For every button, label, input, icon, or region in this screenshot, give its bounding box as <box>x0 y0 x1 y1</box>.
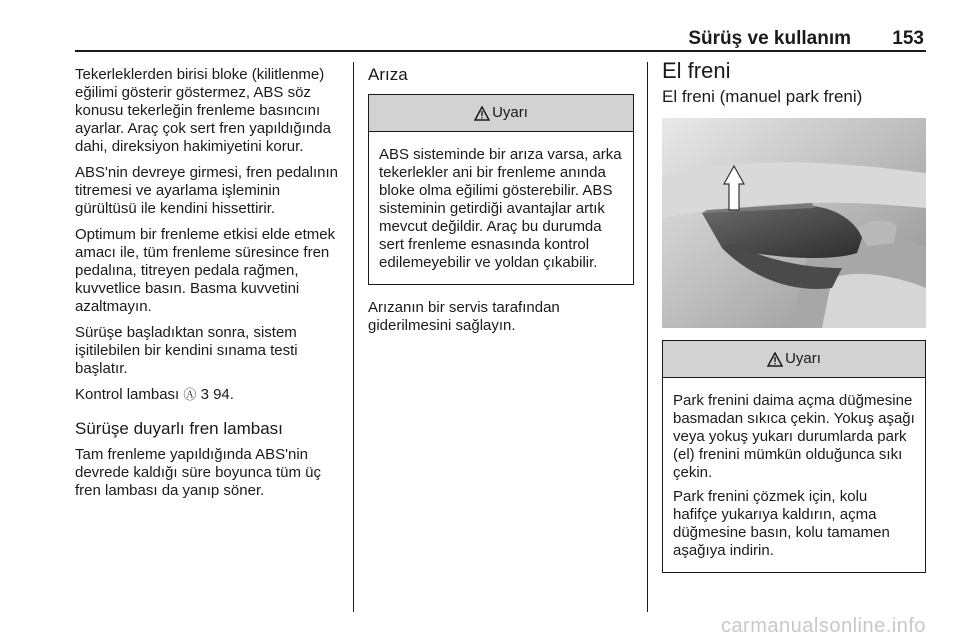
warning-header <box>369 95 633 132</box>
warning-box-abs-fault <box>368 94 634 285</box>
subheading-manual-parking-brake: El freni (manuel park freni) <box>662 87 863 106</box>
warning-text-pull: Park frenini daima açma düğmesine basmadan sıkıca çekin. Yokuş aşağı veya yokuş yukarı durumlarda park (el) frenini mümkün olduğunca sıkı çekin. <box>673 392 915 481</box>
warning-text-release: Park frenini çözmek için, kolu hafifçe yukarıya kaldırın, açma düğmesine basın, kolu tamamen aşağıya indirin. <box>673 488 890 559</box>
paragraph-service: Arızanın bir servis tarafından giderilmesini sağlayın. <box>368 299 560 334</box>
warning-triangle-icon <box>474 106 490 121</box>
warning-title: Uyarı <box>785 350 821 367</box>
handbrake-illustration <box>662 118 926 328</box>
paragraph-brake-light: Tam frenleme yapıldığında ABS'nin devrede kaldığı süre boyunca tüm üç fren lambası da yanıp söner. <box>75 446 321 499</box>
column-2 <box>368 66 634 343</box>
page-number: 153 <box>892 28 924 49</box>
control-lamp-label: Kontrol lambası <box>75 386 180 403</box>
heading-handbrake: El freni <box>662 58 731 83</box>
heading-brake-light: Sürüşe duyarlı fren lambası <box>75 419 283 438</box>
paragraph-abs-braking: Optimum bir frenleme etkisi elde etmek amacı ile, tüm frenleme süresince fren pedalına, titreyen pedala rağmen, kuvvetlice basın. Basma kuvvetini azaltmayın. <box>75 226 336 315</box>
handbrake-lever-photo <box>662 118 926 328</box>
column-3 <box>662 58 926 573</box>
paragraph-abs-function: Tekerleklerden birisi bloke (kilitlenme) eğilimi gösterir göstermez, ABS söz konusu tekerleğin frenleme basıncını ayarlar. Araç çok sert fren yapıldığında dahi, direksiyon hakimiyetini korur. <box>75 66 331 155</box>
paragraph-control-lamp <box>75 386 345 404</box>
page-header <box>75 28 926 52</box>
warning-triangle-icon <box>767 352 783 367</box>
heading-fault: Arıza <box>368 65 408 84</box>
watermark: carmanualsonline.info <box>720 615 926 637</box>
warning-box-handbrake <box>662 340 926 573</box>
paragraph-abs-feedback: ABS'nin devreye girmesi, fren pedalının titremesi ve ayarlama işleminin gürültüsü ile kendini hissettirir. <box>75 164 339 217</box>
warning-body <box>369 132 633 284</box>
warning-title: Uyarı <box>492 104 528 121</box>
paragraph-self-test: Sürüşe başladıktan sonra, sistem işitilebilen bir kendini sınama testi başlatır. <box>75 324 298 377</box>
warning-header <box>663 341 925 378</box>
column-divider-2 <box>647 62 648 612</box>
warning-text: ABS sisteminde bir arıza varsa, arka tekerlekler ani bir frenleme anında bloke olma eğilimi gösterebilir. ABS sisteminin getirdiği avantajlar artık mevcut değildir. Araç bu durumda sert frenleme esnasında kontrol edilemeyebilir ve yoldan çıkabilir. <box>379 146 622 271</box>
warning-body <box>663 378 925 572</box>
abs-warning-light-icon: Ⓐ <box>183 387 197 402</box>
section-title: Sürüş ve kullanım <box>688 28 851 49</box>
column-divider-1 <box>353 62 354 612</box>
control-lamp-page-ref: 94. <box>213 386 234 403</box>
page-ref-arrow-icon: 3 <box>200 386 209 403</box>
column-1 <box>75 66 345 508</box>
